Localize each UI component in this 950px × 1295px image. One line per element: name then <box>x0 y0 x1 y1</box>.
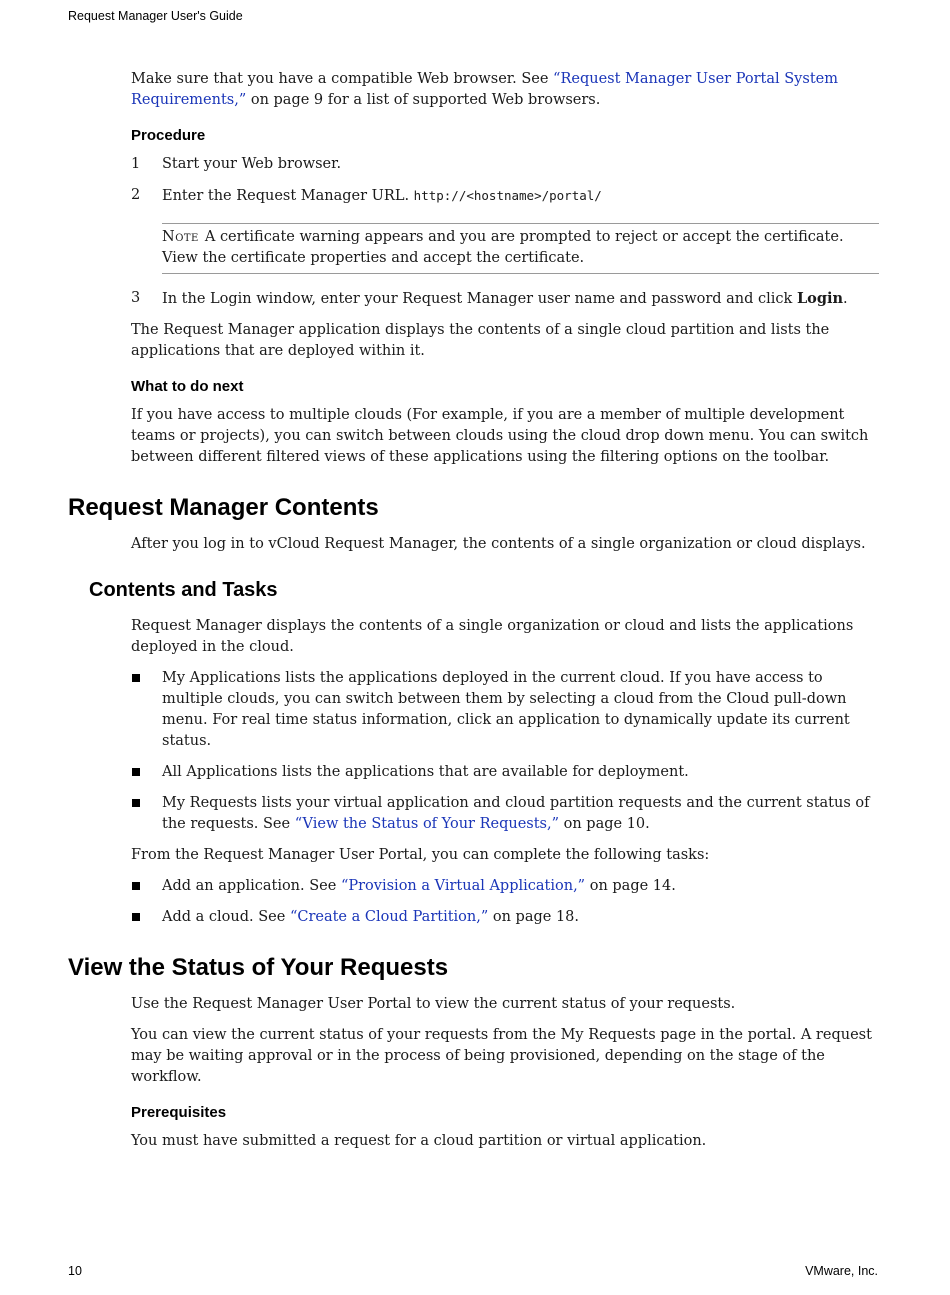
what-next-text: If you have access to multiple clouds (For example, if you are a member of multiple development teams or projects), you can switch between clouds using the cloud drop down menu. You can switch between different filtered views of these applications using the filtering options on the toolbar. <box>131 407 869 465</box>
list-item: Add a cloud. See “Create a Cloud Partition,” on page 18. <box>131 907 879 928</box>
link-provision-application[interactable]: “Provision a Virtual Application,” <box>340 878 586 894</box>
contents-text: After you log in to vCloud Request Manager, the contents of a single organization or cloud displays. <box>131 536 866 552</box>
page-number: 10 <box>68 1264 82 1278</box>
prerequisites-text: You must have submitted a request for a cloud partition or virtual application. <box>131 1133 707 1149</box>
link-system-requirements[interactable]: “Request Manager User Portal System Requirements,” <box>131 71 838 108</box>
status-text-1: Use the Request Manager User Portal to view the current status of your requests. <box>131 996 736 1012</box>
bullet-square-icon <box>132 913 140 921</box>
note-label: Note <box>162 229 199 245</box>
subsection-heading-tasks: Contents and Tasks <box>89 579 278 601</box>
procedure-result: The Request Manager application displays the contents of a single cloud partition and lists the applications that are deployed within it. <box>131 322 830 359</box>
section-heading-status: View the Status of Your Requests <box>68 954 449 981</box>
prerequisites-heading: Prerequisites <box>131 1104 227 1121</box>
link-create-cloud-partition[interactable]: “Create a Cloud Partition,” <box>289 909 489 925</box>
page-body <box>68 69 879 1162</box>
section-heading-contents: Request Manager Contents <box>68 494 379 521</box>
list-item: All Applications lists the applications that are available for deployment. <box>131 762 879 783</box>
portal-url: http://<hostname>/portal/ <box>413 188 602 203</box>
list-item: Add an application. See “Provision a Virtual Application,” on page 14. <box>131 876 879 897</box>
what-next-heading: What to do next <box>131 378 244 395</box>
procedure-heading: Procedure <box>131 127 206 144</box>
tasks-intro: Request Manager displays the contents of a single organization or cloud and lists the applications deployed in the cloud. <box>131 618 854 655</box>
status-text-2: You can view the current status of your requests from the My Requests page in the portal. A request may be waiting approval or in the process of being provisioned, depending on the stage of the workflow. <box>131 1027 872 1085</box>
bullet-square-icon <box>132 882 140 890</box>
tasks-from-text: From the Request Manager User Portal, you can complete the following tasks: <box>131 847 710 863</box>
list-item: My Requests lists your virtual application and cloud partition requests and the current status of the requests. See “View the Status of Your Requests,” on page 10. <box>131 793 879 835</box>
link-view-status[interactable]: “View the Status of Your Requests,” <box>294 816 560 832</box>
step-1: 1 Start your Web browser. <box>131 156 342 172</box>
footer-company: VMware, Inc. <box>805 1264 878 1278</box>
list-item: My Applications lists the applications deployed in the current cloud. If you have access to multiple clouds, you can switch between them by selecting a cloud from the Cloud pull-down menu. For real time status information, click an application to dynamically update its current status. <box>131 668 879 752</box>
bullet-square-icon <box>132 799 140 807</box>
bullet-square-icon <box>132 768 140 776</box>
step-2: 2 Enter the Request Manager URL. http://<hostname>/portal/ <box>131 187 602 204</box>
running-header: Request Manager User's Guide <box>68 9 243 23</box>
step-3: 3 In the Login window, enter your Request Manager user name and password and click Login. <box>131 290 848 307</box>
note-box: Note A certificate warning appears and you are prompted to reject or accept the certificate. View the certificate properties and accept the certificate. <box>162 223 879 274</box>
bullet-square-icon <box>132 674 140 682</box>
intro-paragraph: Make sure that you have a compatible Web browser. See “Request Manager User Portal System Requirements,” on page 9 for a list of supported Web browsers. <box>131 71 838 108</box>
